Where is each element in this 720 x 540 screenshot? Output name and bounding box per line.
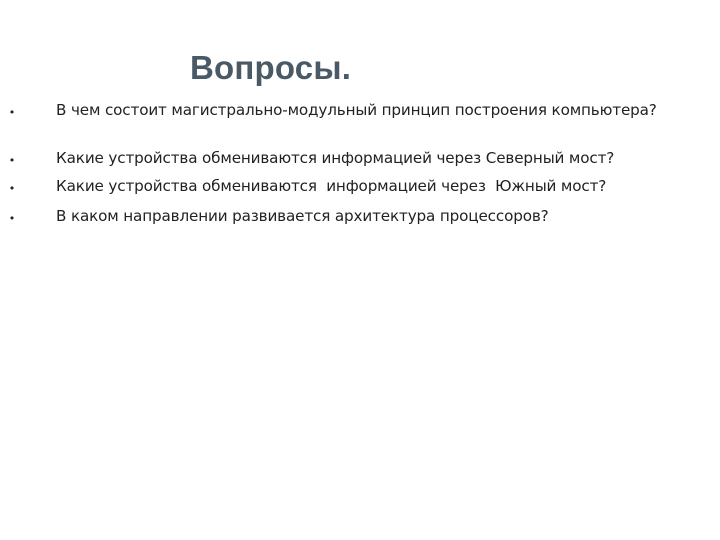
bullet-icon: • (8, 212, 16, 225)
list-item-text: В чем состоит магистрально-модульный принцип построения компьютера? (56, 101, 657, 119)
bullet-list (0, 96, 720, 229)
bullet-icon: • (8, 182, 16, 195)
list-item (0, 171, 720, 201)
bullet-icon: • (8, 154, 16, 167)
bullet-icon: • (8, 106, 16, 119)
slide-title: Вопросы. (190, 49, 352, 86)
list-item (0, 143, 720, 171)
list-item (0, 201, 720, 229)
list-item-text: Какие устройства обмениваются информацией через Южный мост? (56, 177, 607, 195)
list-item-text: В каком направлении развивается архитектура процессоров? (56, 207, 549, 225)
list-item (0, 96, 720, 143)
list-item-text: Какие устройства обмениваются информацией через Северный мост? (56, 149, 615, 167)
